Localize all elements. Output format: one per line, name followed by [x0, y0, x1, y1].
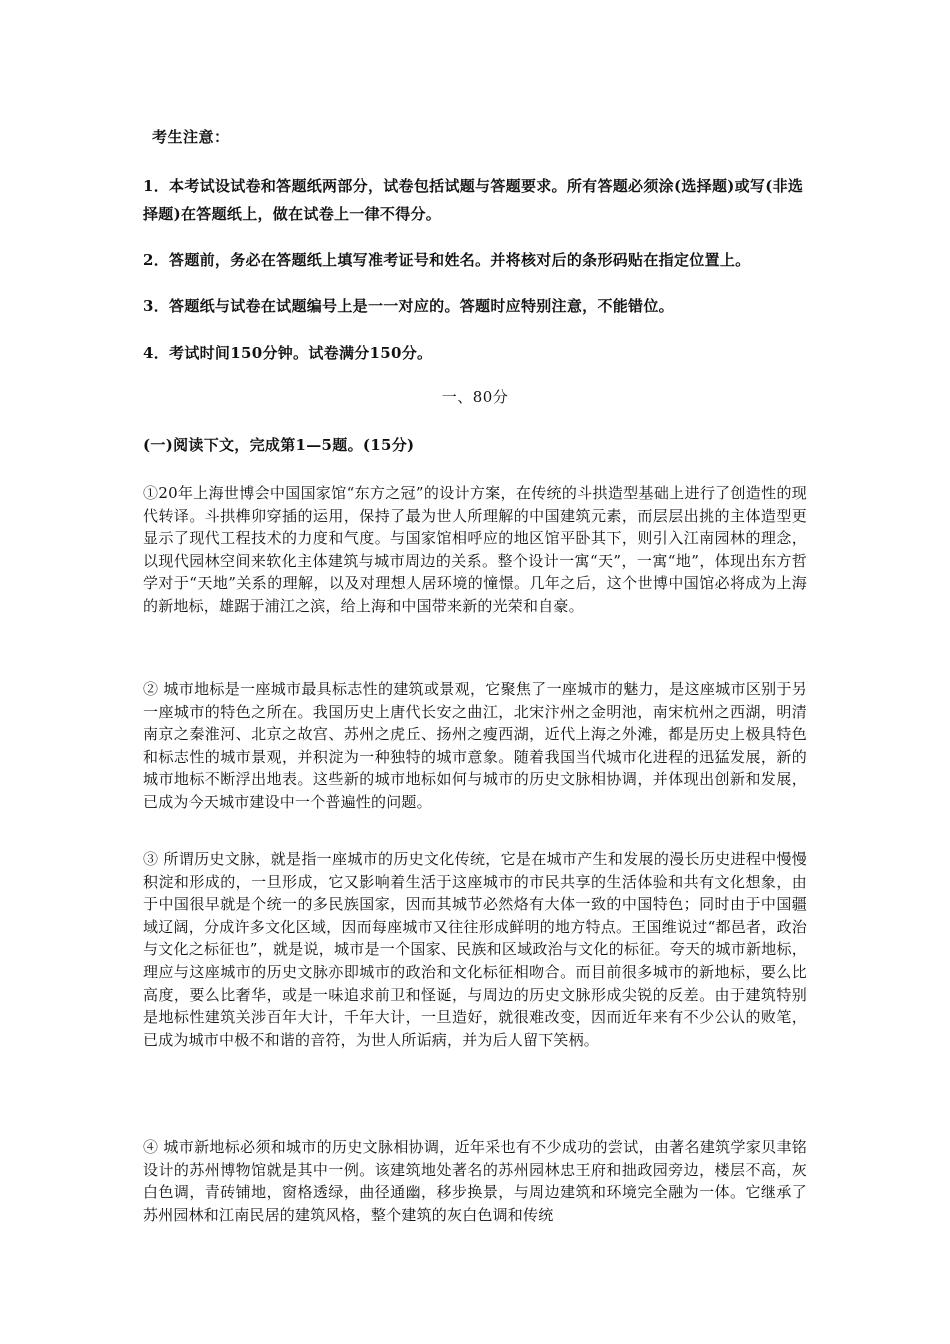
reading-paragraph-4: ④ 城市新地标必须和城市的历史文脉相协调，近年采也有不少成功的尝试，由著名建筑学家贝聿铭设计的苏州博物馆就是其中一例。该建筑地处著名的苏州园林忠王府和拙政园旁边，楼层不高，灰白色调，青砖铺地，窗格透绿，曲径通幽，移步换景，与周边建筑和环境完全融为一体。它继承了苏州园林和江南民居的建筑风格，整个建筑的灰白色调和传统 — [143, 1138, 807, 1224]
reading-part-title: (一)阅读下文，完成第1—5题。(15分) — [143, 436, 415, 454]
reading-paragraph-1: ①20年上海世博会中国国家馆“东方之冠”的设计方案，在传统的斗拱造型基础上进行了创造性的现代转译。斗拱榫卯穿插的运用，保持了最为世人所理解的中国建筑元素，而层层出挑的主体造型更显示了现代工程技术的力度和气度。与国家馆相呼应的地区馆平卧其下，则引入江南园林的理念，以现代园林空间来软化主体建筑与城市周边的关系。整个设计一寓“天”，一寓“地”，体现出东方哲学对于“天地”关系的理解，以及对理想人居环境的憧憬。几年之后，这个世博中国馆必将成为上海的新地标，雄踞于浦江之滨，给上海和中国带来新的光荣和自豪。 — [143, 484, 807, 615]
reading-paragraph-3: ③ 所谓历史文脉，就是指一座城市的历史文化传统，它是在城市产生和发展的漫长历史进程中慢慢积淀和形成的，一旦形成，它又影响着生活于这座城市的市民共享的生活体验和共有文化想象，由于中国很早就是个统一的多民族国家，因而其城节必然烙有大体一致的中国特色；同时由于中国疆域辽阔，分成许多文化区域，因而每座城市又往往形成鲜明的地方特点。王国维说过“都邑者，政治与文化之标征也”，就是说，城市是一个国家、民族和区域政治与文化的标征。夸天的城市新地标，理应与这座城市的历史文脉亦即城市的政治和文化标征相吻合。而目前很多城市的新地标，要么比高度，要么比奢华，或是一味追求前卫和怪诞，与周边的历史文脉形成尖锐的反差。由于建筑特别是地标性建筑关涉百年大计，千年大计，一旦造好，就很难改变，因而近年来有不少公认的败笔，已成为城市中极不和谐的音符，为世人所诟病，并为后人留下笑柄。 — [143, 850, 807, 1049]
section-title: 一、80分 — [441, 388, 509, 406]
notice-title: 考生注意： — [152, 128, 230, 146]
reading-paragraph-2: ② 城市地标是一座城市最具标志性的建筑或景观，它聚焦了一座城市的魅力，是这座城市区别于另一座城市的特色之所在。我国历史上唐代长安之曲江，北宋汴州之金明池，南宋杭州之西湖，明清南京之秦淮河、北京之故宫、苏州之虎丘、扬州之瘦西湖，近代上海之外滩，都是历史上极具特色和标志性的城市景观，并积淀为一种独特的城市意象。随着我国当代城市化进程的迅猛发展，新的城市地标不断浮出地表。这些新的城市地标如何与城市的历史文脉相协调，并体现出创新和发展，已成为今天城市建设中一个普遍性的问题。 — [143, 680, 807, 811]
notice-rule-4: 4．考试时间150分钟。试卷满分150分。 — [143, 344, 433, 362]
notice-rule-1: 1．本考试设试卷和答题纸两部分，试卷包括试题与答题要求。所有答题必须涂(选择题)或写(非选择题)在答题纸上，做在试卷上一律不得分。 — [143, 177, 804, 223]
notice-rule-2: 2．答题前，务必在答题纸上填写准考证号和姓名。并将核对后的条形码贴在指定位置上。 — [143, 251, 751, 269]
notice-rule-3: 3．答题纸与试卷在试题编号上是一一对应的。答题时应特别注意，不能错位。 — [143, 297, 674, 315]
